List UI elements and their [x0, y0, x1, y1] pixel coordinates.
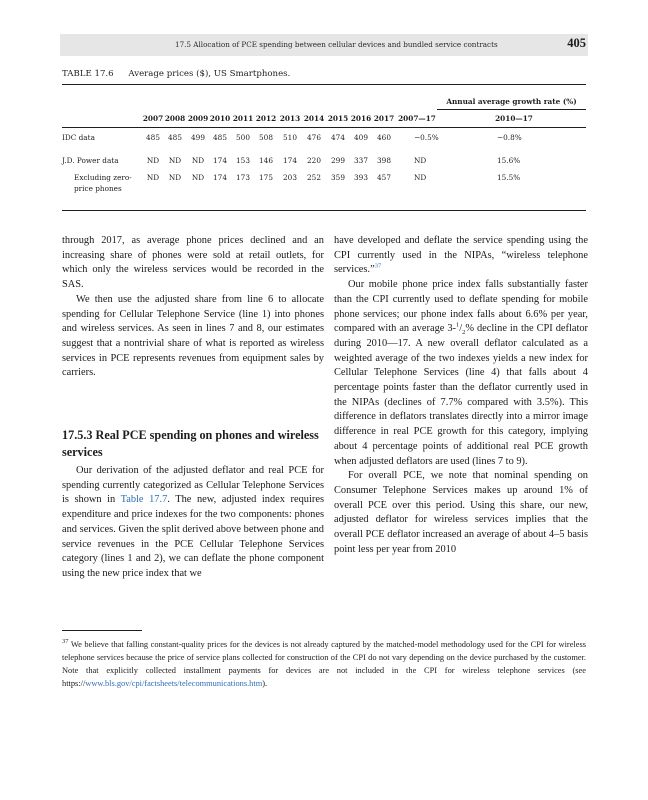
footnote-url[interactable]: www.bls.gov/cpi/factsheets/telecommunications.htm [85, 679, 263, 688]
paragraph: Our derivation of the adjusted deflator and real PCE for spending currently categorized as Cellular Telephone Services is shown in Table 17.7. The new, adjusted index requires expenditure and price indexes for the two components: phones and services. Given the split derived above between phone and service revenues in the PCE Cellular Telephone Services category (lines 1 and 2), we can deflate the phone component using the new price index that we [62, 465, 324, 579]
table-cell: ND [191, 156, 205, 165]
table-cell: 174 [213, 156, 227, 165]
table-cell: 175 [259, 173, 273, 182]
table-cell: 508 [259, 133, 273, 142]
table-cell: ND [168, 156, 182, 165]
table-cell: ND [414, 156, 427, 165]
table-cell: 174 [283, 156, 297, 165]
table-cell: ND [146, 156, 160, 165]
table-cell: ND [191, 173, 205, 182]
column-header: 2012 [255, 114, 277, 123]
column-header: 2008 [164, 114, 186, 123]
table-cell: ND [414, 173, 427, 182]
column-header: 2007—17 [398, 114, 436, 123]
table-cell: 359 [331, 173, 345, 182]
table-cell: 153 [236, 156, 250, 165]
column-header: 2009 [187, 114, 209, 123]
table-cell: 460 [377, 133, 391, 142]
row-label: IDC data [62, 133, 95, 142]
column-header: 2010—17 [495, 114, 533, 123]
table-cell: ND [168, 173, 182, 182]
table-cell: 474 [331, 133, 345, 142]
table-cell: 252 [307, 173, 321, 182]
column-header: 2007 [142, 114, 164, 123]
table-cell: −0.5% [414, 133, 439, 142]
table-cell: 476 [307, 133, 321, 142]
table-link[interactable]: Table 17.7 [120, 494, 168, 506]
section-heading: 17.5.3 Real PCE spending on phones and wireless services [62, 428, 319, 459]
table-cell: ND [146, 173, 160, 182]
table-cell: 203 [283, 173, 297, 182]
column-header: 2017 [373, 114, 395, 123]
column-header: 2014 [303, 114, 325, 123]
table-top-rule [62, 84, 586, 85]
table-cell: 337 [354, 156, 368, 165]
column-header: 2015 [327, 114, 349, 123]
table-cell: −0.8% [497, 133, 522, 142]
table-cell: 173 [236, 173, 250, 182]
table-cell: 174 [213, 173, 227, 182]
paragraph: have developed and deflate the service spending using the CPI currently used in the NIPAs, “wireless telephone services.”$^{37}$ [334, 235, 588, 276]
table-cell: 499 [191, 133, 205, 142]
table-cell: 220 [307, 156, 321, 165]
table-group-header: Annual average growth rate (%) [446, 97, 577, 106]
table-cell: 457 [377, 173, 391, 182]
running-head: 17.5 Allocation of PCE spending between cellular devices and bundled service contracts [175, 40, 498, 49]
table-cell: 398 [377, 156, 391, 165]
table-cell: 485 [213, 133, 227, 142]
table-cell: 15.5% [497, 173, 521, 182]
table-cell: 15.6% [497, 156, 521, 165]
table-cell: 500 [236, 133, 250, 142]
column-header: 2016 [350, 114, 372, 123]
column-header: 2011 [232, 114, 254, 123]
paragraph: For overall PCE, we note that nominal spending on Consumer Telephone Services makes up around 1% of overall PCE over this period. Using this share, our new, adjusted deflator for wireless services implies that the overall PCE deflator increased an average of about 4–5 basis point less per year from 2010 [334, 470, 588, 555]
row-label: Excluding zero-price phones [74, 173, 132, 193]
column-header: 2010 [209, 114, 231, 123]
footnote: $^{37}$ We believe that falling constant-quality prices for the devices is not already captured by the matched-model methodology used for the CPI for wireless telephone services because the price of service plans collected for construction of the CPI do not vary depending on the device purchased by the customer. Note that explicitly collected installment payments for devices are not included in the CPI for wireless telephone services (see https://www.bls.gov/cpi/factsheets/telecommunications.htm). [62, 638, 586, 688]
table-group-rule [437, 109, 586, 110]
paragraph: We then use the adjusted share from line 6 to allocate spending for Cellular Telephone Service (line 1) into phones and wireless services. As seen in lines 7 and 8, our estimates suggest that a nontrivial share of what is reported as wireless services in PCE represents revenues from equipment sales by carriers. [62, 293, 324, 379]
table-cell: 510 [283, 133, 297, 142]
table-caption [62, 69, 290, 79]
left-column-continued [62, 464, 324, 582]
footnote-number: 37 [62, 638, 69, 646]
table-title: Average prices ($), US Smartphones. [128, 69, 291, 79]
table-bottom-rule [62, 210, 586, 211]
table-cell: 146 [259, 156, 273, 165]
page-number: 405 [567, 36, 586, 50]
table-cell: 485 [146, 133, 160, 142]
table-cell: 393 [354, 173, 368, 182]
table-cell: 299 [331, 156, 345, 165]
footnote-ref[interactable]: 37 [374, 262, 382, 270]
left-column [62, 234, 324, 381]
footnote-rule [62, 630, 142, 631]
table-cell: 485 [168, 133, 182, 142]
table-header-rule [62, 127, 586, 128]
paragraph: Our mobile phone price index falls substantially faster than the CPI currently used to deflate spending for mobile phone services; our phone index falls about 6.6% per year, compared with an average $3-^1/_2\%$ decline in the CPI deflator during 2010—17. A new overall deflator calculated as a weighted average of the two indexes yields a new index for Cellular Telephone Services (line 4) that falls about 4 percentage points faster than the deflator currently used in the NIPAs (declines of 7.7% compared with 3.5%). This difference in deflators translates directly into a mirror image difference in real PCE growth for this category, implying about 4 percentage points of additional real PCE growth when adjusted deflators are used (lines 7 to 9). [334, 279, 589, 467]
table-cell: 409 [354, 133, 368, 142]
table-label: TABLE 17.6 [62, 69, 114, 79]
row-label: J.D. Power data [62, 156, 119, 165]
paragraph: through 2017, as average phone prices declined and an increasing share of phones were sold at retail outlets, for which only the wireless services would be recorded in the SAS. [62, 235, 324, 291]
right-column [334, 234, 588, 557]
column-header: 2013 [279, 114, 301, 123]
